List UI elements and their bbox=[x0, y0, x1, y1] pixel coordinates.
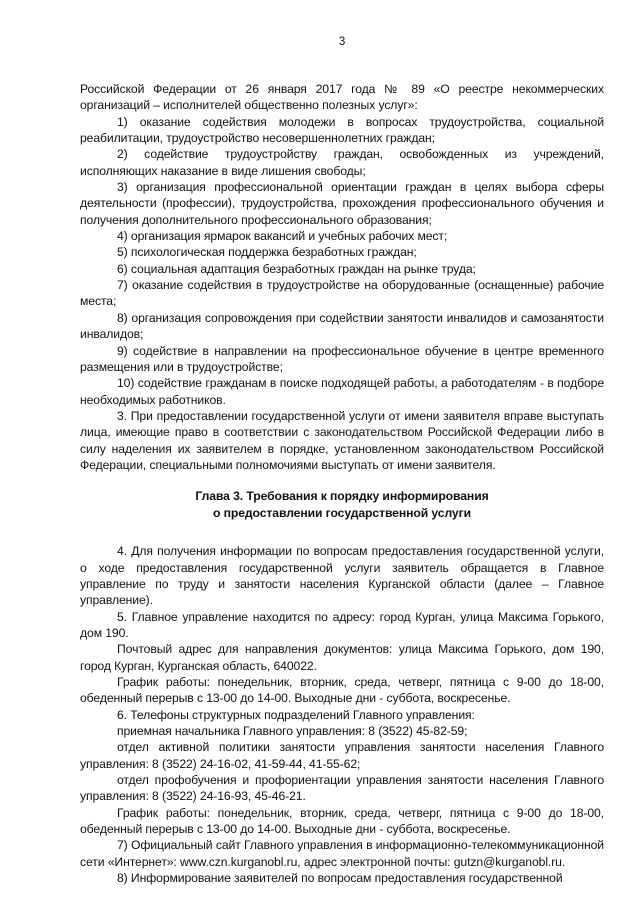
paragraph: 5. Главное управление находится по адресу: город Курган, улица Максима Горького, дом 190. bbox=[80, 609, 604, 640]
paragraph: отдел профобучения и профориентации управления занятости населения Главного управления: 8 (3522) 24-16-93, 45-46-21. bbox=[80, 773, 604, 804]
list-item: 7) оказание содействия в трудоустройстве на оборудованные (оснащенные) рабочие места; bbox=[80, 278, 604, 309]
paragraph: 8) Информирование заявителей по вопросам предоставления государственной bbox=[117, 871, 563, 886]
paragraph: Почтовый адрес для направления документов: улица Максима Горького, дом 190, город Курган, Курганская область, 640022. bbox=[80, 642, 604, 673]
chapter-heading-line-1: Глава 3. Требования к порядку информирования bbox=[195, 489, 489, 504]
page-number: 3 bbox=[338, 36, 346, 48]
list-item: 3) организация профессиональной ориентации граждан в целях выбора сферы деятельности (профессии), трудоустройства, прохождения профессионального обучения и получения дополнительного профессионального образования; bbox=[80, 180, 604, 227]
paragraph: 6. Телефоны структурных подразделений Главного управления: bbox=[117, 707, 475, 722]
paragraph: График работы: понедельник, вторник, среда, четверг, пятница с 9-00 до 18-00, обеденный перерыв с 13-00 до 14-00. Выходные дни - суббота, воскресенье. bbox=[80, 675, 604, 706]
list-item: 9) содействие в направлении на профессиональное обучение в центре временного размещения или в трудоустройстве; bbox=[80, 343, 604, 374]
paragraph: Российской Федерации от 26 января 2017 года № 89 «О реестре некоммерческих организаций – исполнителей общественно полезных услуг»: bbox=[80, 82, 604, 113]
list-item: 5) психологическая поддержка безработных граждан; bbox=[117, 245, 417, 260]
paragraph: 7) Официальный сайт Главного управления в информационно-телекоммуникационной сети «Интернет»: www.czn.kurganobl.ru, адрес электронной почты: gutzn@kurganobl.ru. bbox=[80, 838, 604, 869]
list-item: 1) оказание содействия молодежи в вопросах трудоустройства, социальной реабилитации, трудоустройство несовершеннолетних граждан; bbox=[80, 114, 604, 146]
document-body bbox=[80, 81, 604, 886]
paragraph: График работы: понедельник, вторник, среда, четверг, пятница с 9-00 до 18-00, обеденный перерыв с 13-00 до 14-00. Выходные дни - суббота, воскресенье. bbox=[80, 805, 604, 837]
list-item: 10) содействие гражданам в поиске подходящей работы, а работодателям - в подборе необходимых работников. bbox=[80, 376, 604, 407]
paragraph: приемная начальника Главного управления: 8 (3522) 45-82-59; bbox=[117, 724, 468, 739]
chapter-heading-line-2: о предоставлении государственной услуги bbox=[213, 505, 471, 520]
paragraph: 4. Для получения информации по вопросам предоставления государственной услуги, о ходе предоставления государственной услуги заявитель обращается в Главное управление по труду и занятости населения Курганской области (далее – Главное управление). bbox=[80, 544, 604, 608]
list-item: 2) содействие трудоустройству граждан, освобожденных из учреждений, исполняющих наказание в виде лишения свободы; bbox=[80, 147, 604, 178]
paragraph: 3. При предоставлении государственной услуги от имени заявителя вправе выступать лица, имеющие право в соответствии с законодательством Российской Федерации либо в силу наделения их заявителем в порядке, установленном законодательством Российской Федерации, специальными полномочиями выступать от имени заявителя. bbox=[80, 408, 604, 472]
list-item: 6) социальная адаптация безработных граждан на рынке труда; bbox=[117, 261, 476, 276]
list-item: 4) организация ярмарок вакансий и учебных рабочих мест; bbox=[117, 229, 448, 244]
paragraph: отдел активной политики занятости управления занятости населения Главного управления: 8 (3522) 24-16-02, 41-59-44, 41-55-62; bbox=[80, 740, 604, 771]
list-item: 8) организация сопровождения при содействии занятости инвалидов и самозанятости инвалидов; bbox=[80, 310, 604, 342]
